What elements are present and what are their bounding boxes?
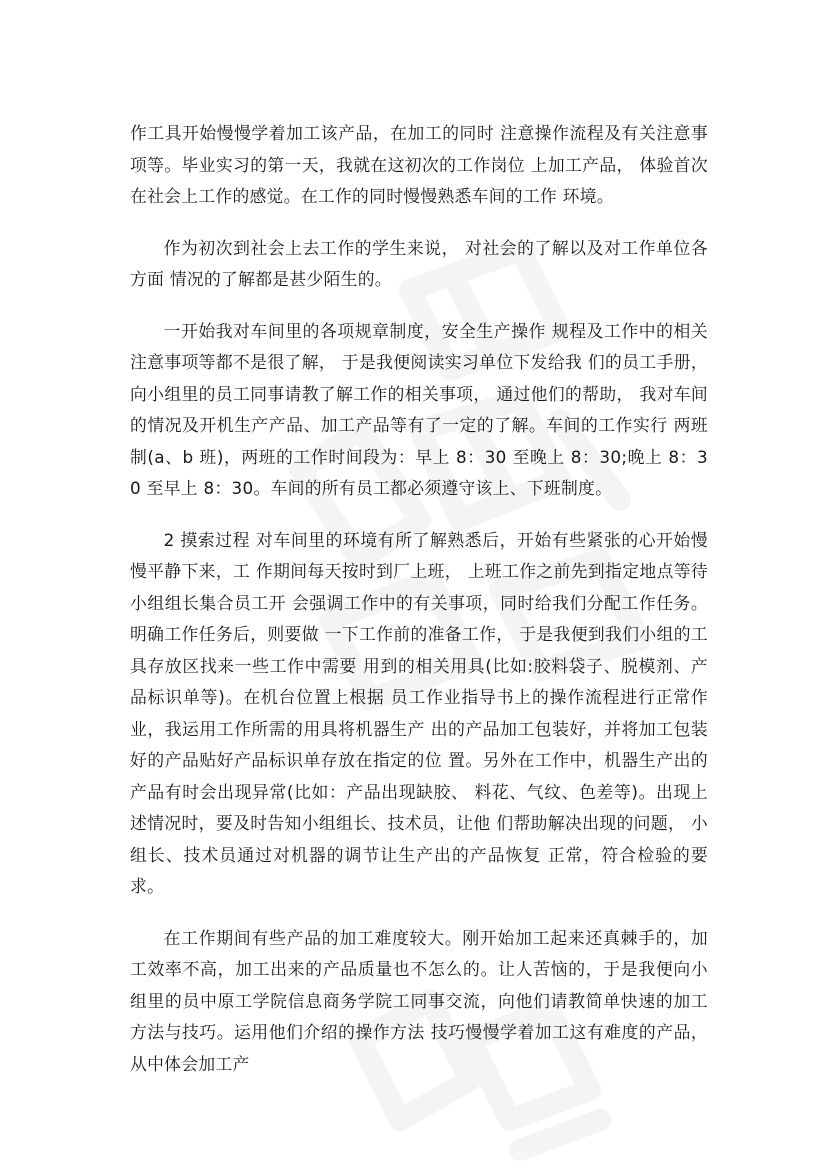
paragraph-5: 在工作期间有些产品的加工难度较大。刚开始加工起来还真棘手的，加工效率不高，加工出来的产品质量也不怎么的。让人苦恼的，于是我便向小组里的员中原工学院信息商务学院工同事交流，向他们请教简单快速的加工方法与技巧。运用他们介绍的操作方法 技巧慢慢学着加工这有难度的产品，从中体会加工产 <box>130 927 708 1074</box>
paragraph-3: 一开始我对车间里的各项规章制度，安全生产操作 规程及工作中的相关注意事项等都不是很了解， 于是我便阅读实习单位下发给我 们的员工手册， 向小组里的员工同事请教了解工作的相关事项， 通过他们的帮助， 我对车间的情况及开机生产产品、加工产品等有了一定的了解。车间的工作实行 两班制(a、b 班)，两班的工作时间段为：早上 8：30 至晚上 8：30;晚上 8：30 至早上 8：30。车间的所有员工都必须遵守该上、下班制度。 <box>130 320 708 498</box>
paragraph-1: 作工具开始慢慢学着加工该产品，在加工的同时 注意操作流程及有关注意事项等。毕业实习的第一天，我就在这初次的工作岗位 上加工产品， 体验首次在社会上工作的感觉。在工作的同时慢慢熟悉车间的工作 环境。 <box>130 123 708 206</box>
document-body <box>130 118 708 1100</box>
paragraph-4: 2 摸索过程 对车间里的环境有所了解熟悉后，开始有些紧张的心开始慢慢平静下来，工 作期间每天按时到厂上班， 上班工作之前先到指定地点等待小组组长集合员工开 会强调工作中的有关事项，同时给我们分配工作任务。明确工作任务后，则要做 一下工作前的准备工作， 于是我便到我们小组的工具存放区找来一些工作中需要 用到的相关用具(比如:胶料袋子、脱模剂、产品标识单等)。在机台位置上根据 员工作业指导书上的操作流程进行正常作业，我运用工作所需的用具将机器生产 出的产品加工包装好，并将加工包装好的产品贴好产品标识单存放在指定的位 置。另外在工作中，机器生产出的产品有时会出现异常(比如：产品出现缺胶、 料花、气纹、色差等)。出现上述情况时，要及时告知小组组长、技术员，让他 们帮助解决出现的问题， 小组长、技术员通过对机器的调节让生产出的产品恢复 正常，符合检验的要求。 <box>130 529 708 896</box>
paragraph-2: 作为初次到社会上去工作的学生来说， 对社会的了解以及对工作单位各方面 情况的了解都是甚少陌生的。 <box>130 237 708 289</box>
